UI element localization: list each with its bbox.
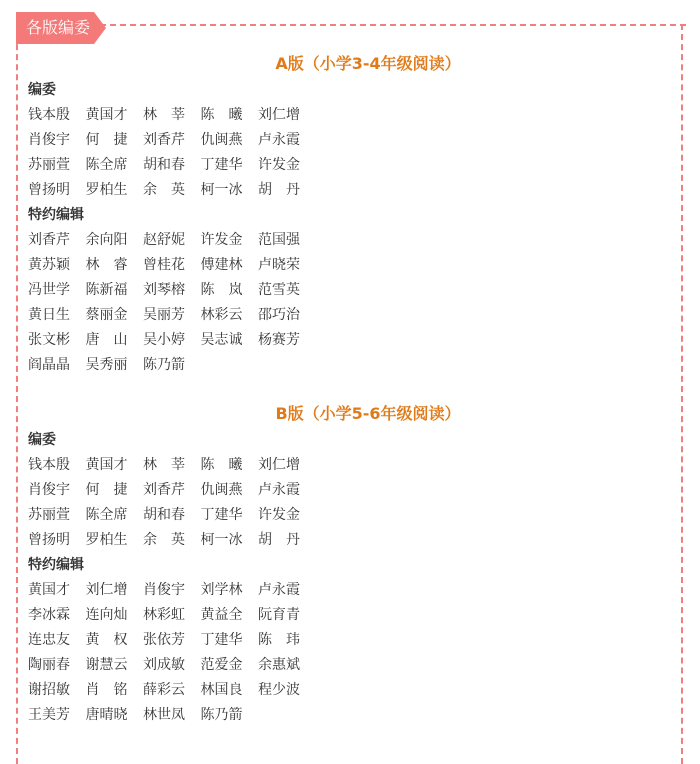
member-name: 吴丽芳 <box>143 307 185 323</box>
member-name: 谢慧云 <box>85 657 128 673</box>
name-row <box>28 353 668 378</box>
member-name: 杨赛芳 <box>258 332 300 348</box>
member-name: 卢永霞 <box>258 582 300 598</box>
member-name: 何 捷 <box>85 482 128 498</box>
member-name: 黄益全 <box>200 607 243 623</box>
member-name: 胡 丹 <box>258 182 300 198</box>
member-name: 肖俊宇 <box>143 582 185 598</box>
member-name: 林国良 <box>200 682 243 698</box>
member-name: 王美芳 <box>28 707 70 723</box>
member-name: 陈 玮 <box>258 632 300 648</box>
member-name: 钱本殷 <box>28 457 70 473</box>
member-name: 钱本殷 <box>28 107 70 123</box>
member-name: 唐晴晓 <box>85 707 128 723</box>
member-name: 胡和春 <box>143 507 185 523</box>
member-name: 李冰霖 <box>28 607 70 623</box>
member-name: 黄国才 <box>85 107 128 123</box>
member-name: 刘香芹 <box>28 232 70 248</box>
member-name: 刘学林 <box>200 582 243 598</box>
member-name: 刘香芹 <box>143 132 185 148</box>
editorial-content <box>28 50 668 728</box>
member-name: 林 莘 <box>143 107 185 123</box>
edition-spacer <box>28 378 668 400</box>
name-row <box>28 503 668 528</box>
member-name: 程少波 <box>258 682 300 698</box>
member-name: 陈全席 <box>85 157 128 173</box>
role-heading: 特约编辑 <box>28 557 84 573</box>
name-row <box>28 328 668 353</box>
member-name: 黄国才 <box>28 582 70 598</box>
name-row <box>28 453 668 478</box>
member-name: 余向阳 <box>85 232 128 248</box>
edition-title: A版（小学3-4年级阅读） <box>275 54 461 73</box>
member-name: 连向灿 <box>85 607 128 623</box>
member-name: 肖俊宇 <box>28 132 70 148</box>
edition-title: B版（小学5-6年级阅读） <box>275 404 461 423</box>
member-name: 仇闽燕 <box>200 482 243 498</box>
member-name: 丁建华 <box>200 632 243 648</box>
member-name: 曾扬明 <box>28 182 70 198</box>
member-name: 刘仁增 <box>85 582 128 598</box>
member-name: 刘仁增 <box>258 457 300 473</box>
name-row <box>28 278 668 303</box>
member-name: 罗柏生 <box>85 182 128 198</box>
name-row <box>28 603 668 628</box>
member-name: 卢晓荣 <box>258 257 300 273</box>
member-name: 曾扬明 <box>28 532 70 548</box>
member-name: 林彩云 <box>200 307 243 323</box>
name-row <box>28 478 668 503</box>
member-name: 张依芳 <box>143 632 185 648</box>
member-name: 薛彩云 <box>143 682 185 698</box>
member-name: 仇闽燕 <box>200 132 243 148</box>
member-name: 刘成敏 <box>143 657 185 673</box>
member-name: 黄苏颖 <box>28 257 70 273</box>
role-heading: 编委 <box>28 82 56 98</box>
member-name: 冯世学 <box>28 282 70 298</box>
member-name: 黄国才 <box>85 457 128 473</box>
member-name: 蔡丽金 <box>85 307 128 323</box>
edition-section <box>28 400 668 728</box>
member-name: 丁建华 <box>200 157 243 173</box>
name-row <box>28 628 668 653</box>
name-row <box>28 703 668 728</box>
member-name: 陈乃箭 <box>143 357 185 373</box>
member-name: 陈新福 <box>85 282 128 298</box>
member-name: 胡 丹 <box>258 532 300 548</box>
name-row <box>28 653 668 678</box>
member-name: 林 莘 <box>143 457 185 473</box>
member-name: 范雪英 <box>258 282 300 298</box>
member-name: 罗柏生 <box>85 532 128 548</box>
member-name: 唐 山 <box>85 332 128 348</box>
member-name: 吴小婷 <box>143 332 185 348</box>
member-name: 刘香芹 <box>143 482 185 498</box>
member-name: 范国强 <box>258 232 300 248</box>
member-name: 刘琴榕 <box>143 282 185 298</box>
name-row <box>28 153 668 178</box>
member-name: 林彩虹 <box>143 607 185 623</box>
member-name: 余惠斌 <box>258 657 300 673</box>
member-name: 陈 曦 <box>200 107 243 123</box>
member-name: 曾桂花 <box>143 257 185 273</box>
member-name: 苏丽萱 <box>28 507 70 523</box>
member-name: 肖 铭 <box>85 682 128 698</box>
member-name: 陶丽春 <box>28 657 70 673</box>
name-row <box>28 103 668 128</box>
member-name: 柯一冰 <box>200 532 243 548</box>
member-name: 陈 岚 <box>200 282 243 298</box>
member-name: 张文彬 <box>28 332 70 348</box>
member-name: 肖俊宇 <box>28 482 70 498</box>
member-name: 许发金 <box>258 507 300 523</box>
member-name: 阎晶晶 <box>28 357 70 373</box>
member-name: 丁建华 <box>200 507 243 523</box>
member-name: 胡和春 <box>143 157 185 173</box>
section-tab: 各版编委 <box>16 12 94 44</box>
member-name: 余 英 <box>143 182 185 198</box>
name-row <box>28 528 668 553</box>
member-name: 陈全席 <box>85 507 128 523</box>
name-row <box>28 253 668 278</box>
member-name: 黄 权 <box>85 632 128 648</box>
member-name: 林 睿 <box>85 257 128 273</box>
member-name: 吴志诚 <box>200 332 243 348</box>
member-name: 卢永霞 <box>258 482 300 498</box>
member-name: 连忠友 <box>28 632 70 648</box>
member-name: 傅建林 <box>200 257 243 273</box>
member-name: 赵舒妮 <box>143 232 185 248</box>
member-name: 何 捷 <box>85 132 128 148</box>
name-row <box>28 303 668 328</box>
member-name: 刘仁增 <box>258 107 300 123</box>
role-heading: 编委 <box>28 432 56 448</box>
member-name: 谢招敏 <box>28 682 70 698</box>
member-name: 柯一冰 <box>200 182 243 198</box>
name-row <box>28 578 668 603</box>
member-name: 许发金 <box>258 157 300 173</box>
name-row <box>28 228 668 253</box>
edition-section <box>28 50 668 378</box>
name-row <box>28 128 668 153</box>
member-name: 黄日生 <box>28 307 70 323</box>
member-name: 阮育青 <box>258 607 300 623</box>
panel-top-border <box>100 24 686 26</box>
member-name: 林世凤 <box>143 707 185 723</box>
member-name: 范爱金 <box>200 657 243 673</box>
member-name: 陈 曦 <box>200 457 243 473</box>
role-heading: 特约编辑 <box>28 207 84 223</box>
member-name: 许发金 <box>200 232 243 248</box>
name-row <box>28 678 668 703</box>
member-name: 陈乃箭 <box>200 707 243 723</box>
member-name: 吴秀丽 <box>85 357 128 373</box>
member-name: 邵巧治 <box>258 307 300 323</box>
name-row <box>28 178 668 203</box>
member-name: 卢永霞 <box>258 132 300 148</box>
member-name: 余 英 <box>143 532 185 548</box>
member-name: 苏丽萱 <box>28 157 70 173</box>
